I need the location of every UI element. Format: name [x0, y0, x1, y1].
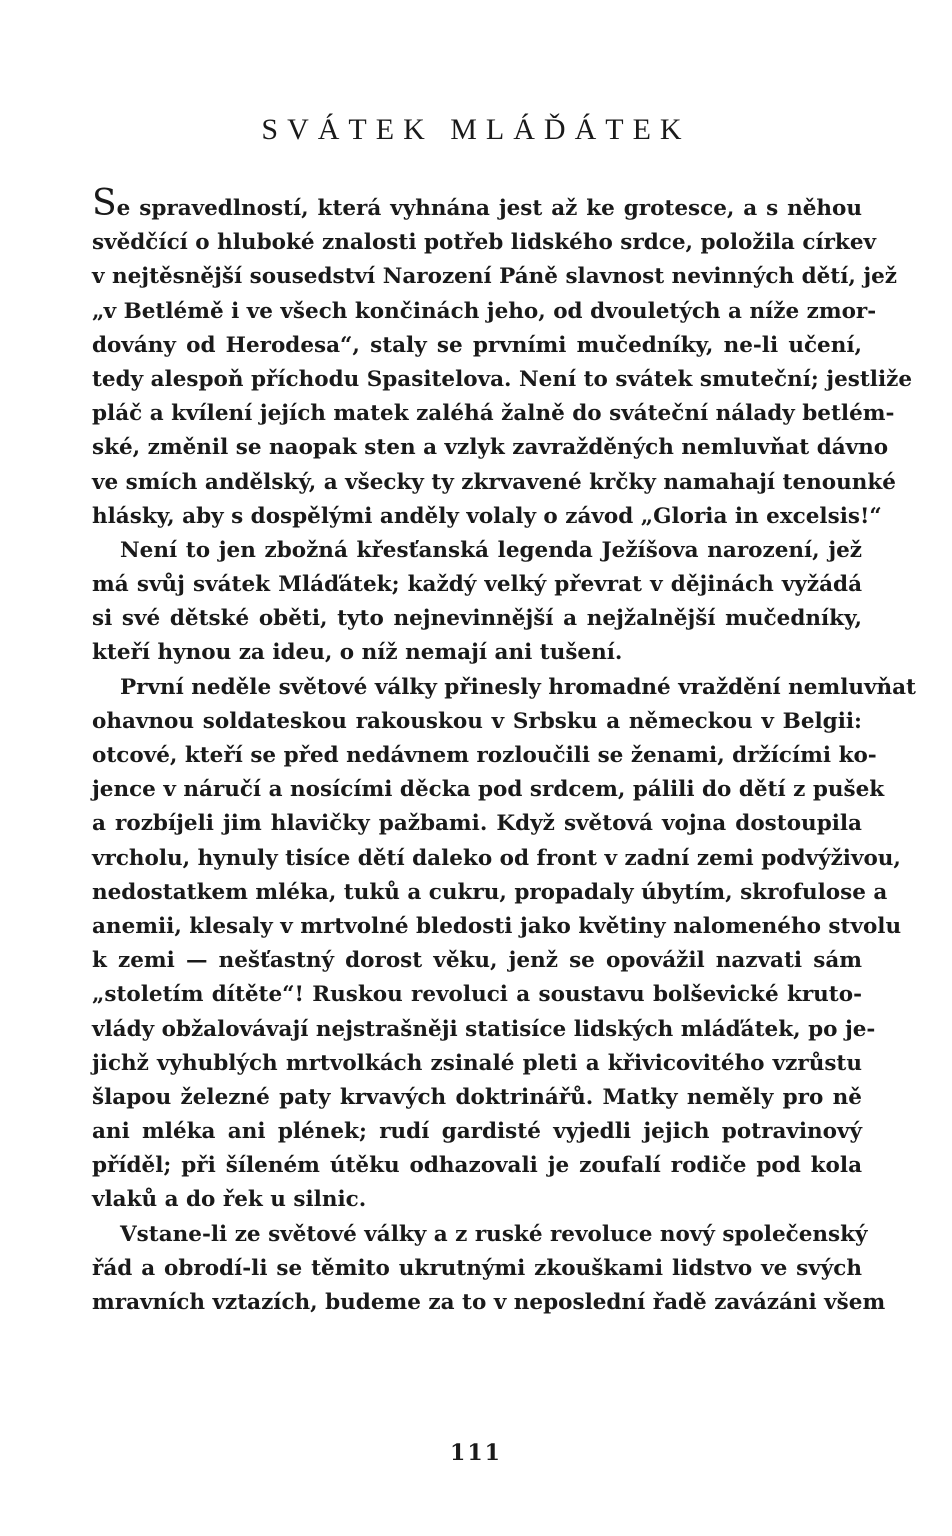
text-line: svědčící o hluboké znalosti potřeb lidského srdce, položila církev [92, 230, 877, 256]
text-line: pláč a kvílení jejích matek zaléhá žalně do sváteční nálady betlém- [92, 401, 895, 427]
text-line: příděl; při šíleném útěku odhazovali je zoufalí rodiče pod kola [92, 1153, 862, 1179]
text-line: v nejtěsnější sousedství Narození Páně slavnost nevinných dětí, jež [92, 264, 898, 290]
text-line: má svůj svátek Mláďátek; každý velký převrat v dějinách vyžádá [92, 572, 862, 598]
text-line: ské, změnil se naopak sten a vzlyk zavražděných nemluvňat dávno [92, 435, 889, 461]
text-line: mravních vztazích, budeme za to v neposlední řadě zavázáni všem [92, 1290, 886, 1315]
text-line: Vstane-li ze světové války a z ruské revoluce nový společenský [120, 1221, 868, 1247]
text-line: vrcholu, hynuly tisíce dětí daleko od front v zadní zemi podvýživou, [92, 845, 901, 871]
text-line: „stoletím dítěte“! Ruskou revoluci a soustavu bolševické kruto- [92, 982, 862, 1008]
text-line: jence v náručí a nosícími děcka pod srdcem, pálili do dětí z pušek [92, 777, 885, 803]
text-line: ve smích andělský, a všecky ty zkrvavené krčky namahají tenounké [92, 469, 896, 495]
text-line [92, 183, 862, 226]
text-line: ohavnou soldateskou rakouskou v Srbsku a německou v Belgii: [92, 708, 862, 734]
text-line: První neděle světové války přinesly hromadné vraždění nemluvňat [120, 674, 916, 700]
text-line: vlaků a do řek u silnic. [92, 1187, 367, 1213]
text-line: otcové, kteří se před nedávnem rozloučili se ženami, držícími ko- [92, 743, 877, 768]
text-line: tedy alespoň příchodu Spasitelova. Není to svátek smuteční; jestliže [92, 366, 913, 392]
text-line: ani mléka ani plének; rudí gardisté vyjedli jejich potravinový [92, 1119, 862, 1145]
text-line: Není to jen zbožná křesťanská legenda Ježíšova narození, jež [120, 537, 862, 563]
text-line: dovány od Herodesa“, staly se prvními mučedníky, ne-li učení, [92, 332, 862, 358]
text-line: si své dětské oběti, tyto nejnevinnější a nejžalnější mučedníky, [92, 606, 862, 632]
text-line: řád a obrodí-li se těmito ukrutnými zkouškami lidstvo ve svých [92, 1255, 862, 1281]
text-line: kteří hynou za ideu, o níž nemají ani tušení. [92, 640, 623, 666]
text-line: šlapou železné paty krvavých doktrinářů. Matky neměly pro ně [92, 1084, 862, 1110]
text-line: jichž vyhublých mrtvolkách zsinalé pleti a křivicovitého vzrůstu [92, 1050, 862, 1076]
text-line: hlásky, aby s dospělými anděly volaly o závod „Gloria in excelsis!“ [92, 503, 882, 529]
text-line: k zemi — nešťastný dorost věku, jenž se opovážil nazvati sám [92, 948, 862, 974]
text-line: nedostatkem mléka, tuků a cukru, propadaly úbytím, skrofulose a [92, 879, 888, 905]
text-line: „v Betlémě i ve všech končinách jeho, od dvouletých a níže zmor- [92, 298, 877, 324]
body-text [92, 183, 916, 1320]
chapter-title: SVÁTEK MLÁĎÁTEK [261, 113, 691, 146]
text-line: anemii, klesaly v mrtvolné bledosti jako květiny nalomeného stvolu [92, 913, 902, 939]
drop-cap: S [92, 183, 117, 224]
page-number: 111 [450, 1440, 502, 1466]
text-line: a rozbíjeli jim hlavičky pažbami. Když světová vojna dostoupila [92, 811, 862, 837]
text-line-content: e spravedlností, která vyhnána jest až ke grotesce, a s něhou [116, 196, 862, 221]
text-line: vlády obžalovávají nejstrašněji statisíce lidských mláďátek, po je- [92, 1016, 876, 1042]
